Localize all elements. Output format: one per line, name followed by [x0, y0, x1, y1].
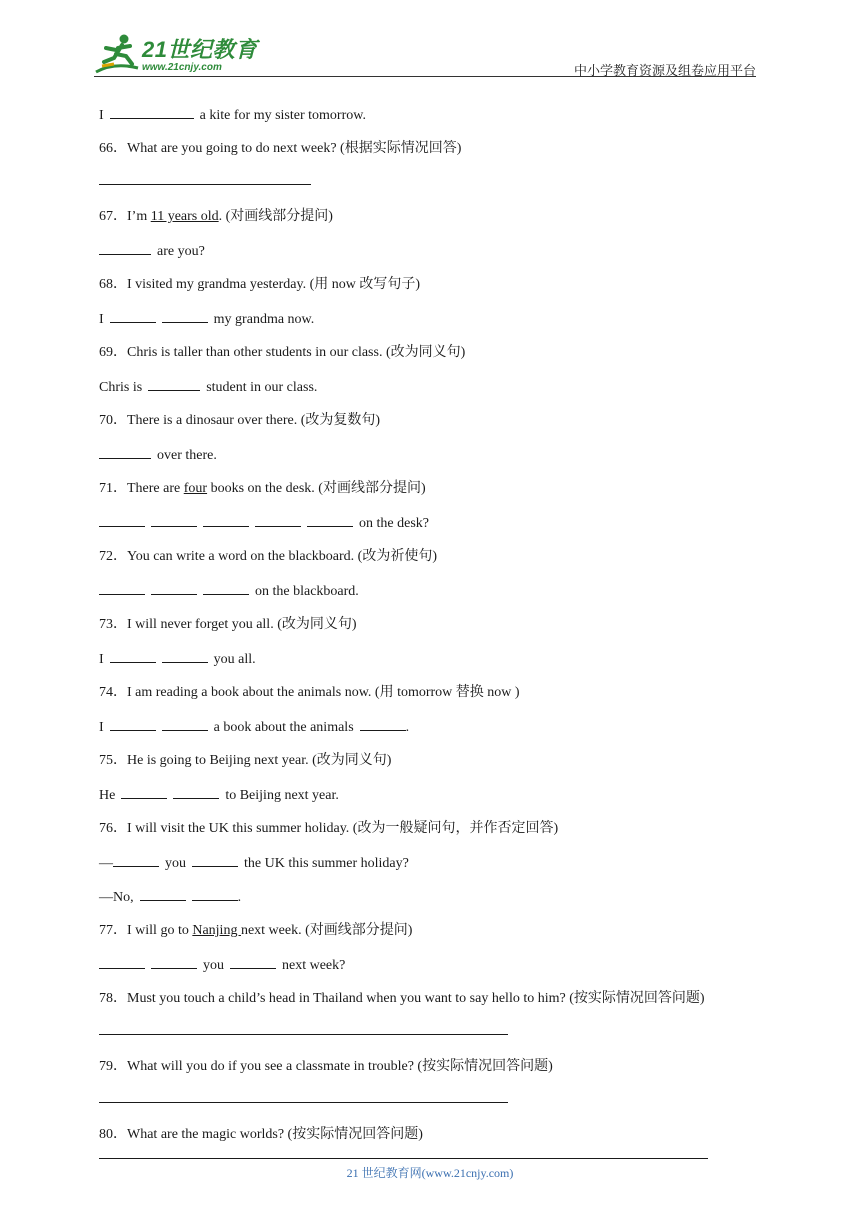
- line-text: over there.: [157, 448, 217, 463]
- platform-name: 中小学教育资源及组卷应用平台: [573, 63, 756, 78]
- question-text: next week. (对画线部分提问): [240, 923, 413, 938]
- answer-line-68: [99, 308, 759, 342]
- fill-blank[interactable]: [110, 648, 156, 663]
- question-text: books on the desk. (对画线部分提问): [207, 481, 426, 496]
- answer-line-73: [99, 648, 759, 682]
- line-text: student in our class.: [206, 380, 318, 395]
- line-text: I: [99, 108, 104, 123]
- runner-icon: [94, 32, 140, 76]
- answer-line-70: [99, 444, 759, 478]
- fill-blank[interactable]: [360, 716, 406, 731]
- answer-line-76a: [99, 852, 759, 886]
- fill-blank[interactable]: [230, 954, 276, 969]
- question-text: . (对画线部分提问): [218, 209, 333, 224]
- answer-line-71: [99, 512, 759, 546]
- fill-blank[interactable]: [173, 784, 219, 799]
- question-68: 68．I visited my grandma yesterday. (用 now 改写句子): [99, 277, 421, 292]
- answer-line-79: [99, 1090, 759, 1124]
- question-73: 73．I will never forget you all. (改为同义句): [99, 617, 357, 632]
- answer-line-67: [99, 240, 759, 274]
- line-text: on the desk?: [359, 516, 429, 531]
- fill-blank[interactable]: [99, 512, 145, 527]
- question-70: 70．There is a dinosaur over there. (改为复数句): [99, 413, 381, 428]
- question-77: [99, 920, 759, 954]
- question-text: 77．I will go to: [99, 923, 193, 938]
- answer-line-77: [99, 954, 759, 988]
- line-text: Chris is: [99, 380, 143, 395]
- answer-line-78: [99, 1022, 759, 1056]
- fill-blank[interactable]: [192, 886, 238, 901]
- fill-blank[interactable]: [121, 784, 167, 799]
- page-header: [94, 30, 756, 78]
- line-text: I: [99, 652, 104, 667]
- question-78: 78．Must you touch a child’s head in Thailand when you want to say hello to him? (按实际情况回答问题): [99, 991, 705, 1006]
- answer-line-74: [99, 716, 759, 750]
- line-text: —: [99, 856, 113, 871]
- fill-blank[interactable]: [151, 512, 197, 527]
- question-76: 76．I will visit the UK this summer holiday. (改为一般疑问句，并作否定回答): [99, 821, 559, 836]
- footer-divider: [99, 1158, 708, 1159]
- line-text: you all.: [213, 652, 256, 667]
- logo-url: www.21cnjy.com: [142, 62, 222, 73]
- fill-blank[interactable]: [148, 376, 200, 391]
- question-69: 69．Chris is taller than other students in our class. (改为同义句): [99, 345, 466, 360]
- worksheet-body: [99, 104, 759, 1158]
- fill-blank[interactable]: [110, 308, 156, 323]
- fill-blank[interactable]: [255, 512, 301, 527]
- question-text: 71．There are: [99, 481, 184, 496]
- question-71: [99, 478, 759, 512]
- page-footer: 21 世纪教育网(www.21cnjy.com): [346, 1166, 514, 1180]
- line-text: I: [99, 312, 104, 327]
- answer-blank[interactable]: [99, 1022, 508, 1035]
- question-text: 67．I’m: [99, 209, 151, 224]
- fill-blank[interactable]: [151, 580, 197, 595]
- question-80: 80．What are the magic worlds? (按实际情况回答问题): [99, 1127, 423, 1142]
- line-text: a book about the animals: [213, 720, 354, 735]
- answer-line-75: [99, 784, 759, 818]
- line-text: next week?: [282, 958, 346, 973]
- line-text: —No,: [99, 890, 134, 905]
- fill-blank[interactable]: [162, 308, 208, 323]
- underlined-text: Nanjing: [192, 923, 241, 938]
- fill-blank[interactable]: [162, 648, 208, 663]
- line-text: my grandma now.: [213, 312, 315, 327]
- answer-line-65: [99, 104, 759, 138]
- question-75: 75．He is going to Beijing next year. (改为同义句): [99, 753, 392, 768]
- fill-blank[interactable]: [192, 852, 238, 867]
- answer-line-69: [99, 376, 759, 410]
- answer-line-76b: [99, 886, 759, 920]
- answer-line-66: [99, 172, 759, 206]
- fill-blank[interactable]: [113, 852, 159, 867]
- question-67: [99, 206, 759, 240]
- fill-blank[interactable]: [99, 954, 145, 969]
- line-text: I: [99, 720, 104, 735]
- line-text: on the blackboard.: [255, 584, 359, 599]
- line-text: the UK this summer holiday?: [244, 856, 409, 871]
- fill-blank[interactable]: [110, 716, 156, 731]
- underlined-text: 11 years old: [150, 209, 219, 224]
- line-text: .: [237, 890, 242, 905]
- line-text: .: [405, 720, 410, 735]
- line-text: you: [203, 958, 224, 973]
- fill-blank[interactable]: [203, 512, 249, 527]
- fill-blank[interactable]: [307, 512, 353, 527]
- site-logo: [94, 32, 264, 76]
- line-text: are you?: [157, 244, 205, 259]
- fill-blank[interactable]: [99, 580, 145, 595]
- underlined-text: four: [183, 481, 208, 496]
- question-79: 79．What will you do if you see a classmate in trouble? (按实际情况回答问题): [99, 1059, 553, 1074]
- header-divider: [94, 76, 756, 77]
- answer-line-72: [99, 580, 759, 614]
- fill-blank[interactable]: [162, 716, 208, 731]
- question-66: 66．What are you going to do next week? (根据实际情况回答): [99, 141, 462, 156]
- line-text: you: [165, 856, 186, 871]
- fill-blank[interactable]: [110, 104, 194, 119]
- line-text: to Beijing next year.: [225, 788, 339, 803]
- question-72: 72．You can write a word on the blackboard. (改为祈使句): [99, 549, 438, 564]
- fill-blank[interactable]: [140, 886, 186, 901]
- answer-blank[interactable]: [99, 172, 311, 185]
- fill-blank[interactable]: [99, 240, 151, 255]
- fill-blank[interactable]: [151, 954, 197, 969]
- answer-blank[interactable]: [99, 1090, 508, 1103]
- fill-blank[interactable]: [203, 580, 249, 595]
- line-text: He: [99, 788, 116, 803]
- logo-text: 21世纪教育: [142, 37, 258, 62]
- fill-blank[interactable]: [99, 444, 151, 459]
- question-74: 74．I am reading a book about the animals now. (用 tomorrow 替换 now ): [99, 685, 520, 700]
- line-text: a kite for my sister tomorrow.: [199, 108, 366, 123]
